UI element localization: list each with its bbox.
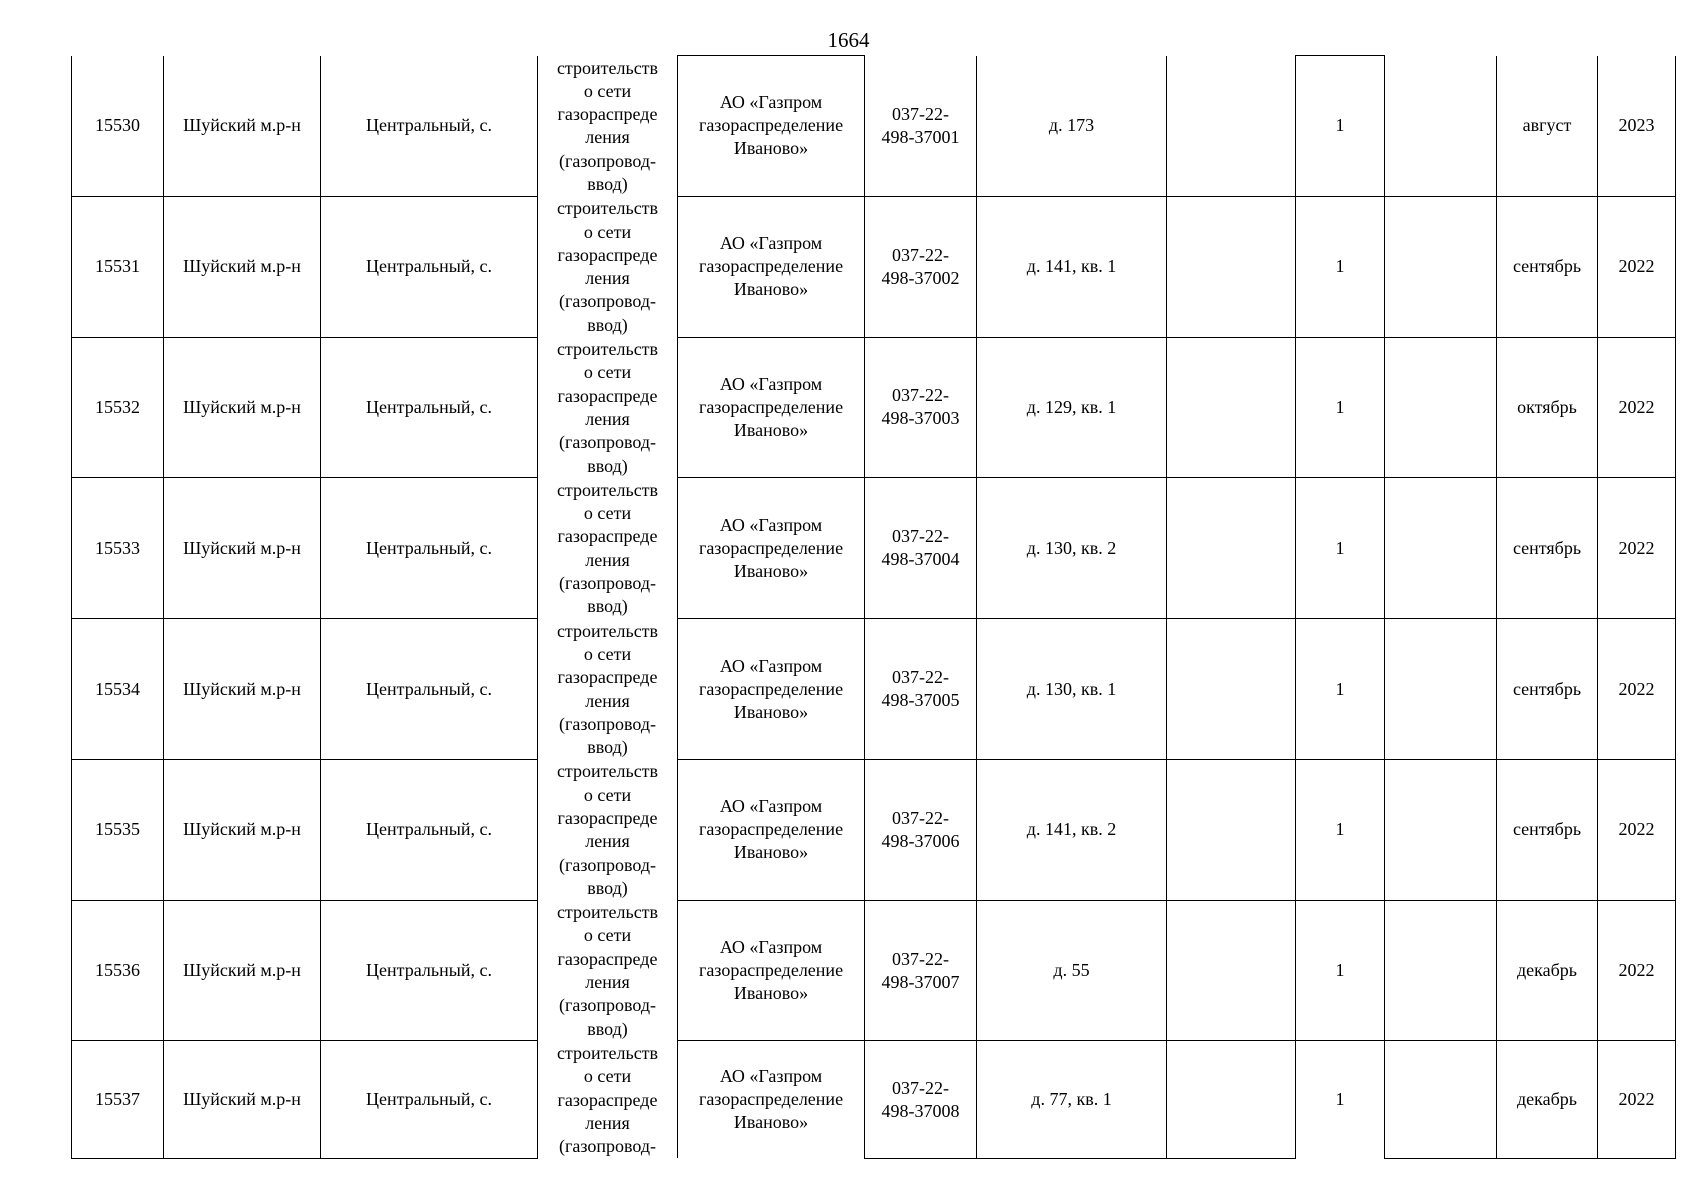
month-cell: декабрь (1497, 900, 1598, 1041)
registration-code-cell: 037-22- 498-37001 (865, 56, 977, 197)
address-cell: д. 141, кв. 1 (977, 196, 1167, 337)
work-type-line: строительств (556, 57, 659, 78)
empty-cell (1167, 196, 1296, 337)
work-type-line: газораспреде (557, 526, 658, 547)
district-cell: Шуйский м.р-н (164, 337, 321, 478)
registration-code-cell: 037-22- 498-37008 (865, 1041, 977, 1158)
organization-cell: АО «Газпром газораспределение Иваново» (678, 337, 865, 478)
district-cell: Шуйский м.р-н (164, 619, 321, 760)
row-number-cell: 15532 (72, 337, 164, 478)
district-cell: Шуйский м.р-н (164, 1041, 321, 1158)
row-number-cell: 15530 (72, 56, 164, 197)
empty-cell (1167, 337, 1296, 478)
work-type-line: ления (585, 831, 630, 852)
empty-cell (1167, 900, 1296, 1041)
work-type-line: (газопровод- (558, 995, 656, 1016)
work-type-line: ления (585, 268, 630, 289)
table-row (72, 900, 1676, 1041)
work-type-line: ления (585, 127, 630, 148)
quantity-cell: 1 (1296, 478, 1385, 619)
work-type-line: ввод) (587, 314, 628, 335)
work-type-line: (газопровод- (558, 854, 656, 875)
month-cell: сентябрь (1497, 759, 1598, 900)
empty-cell (1385, 1041, 1497, 1158)
registration-code-cell: 037-22- 498-37006 (865, 759, 977, 900)
work-type-line: газораспреде (557, 808, 658, 828)
work-type-line: о сети (583, 1066, 632, 1087)
organization-cell: АО «Газпром газораспределение Иваново» (678, 56, 865, 197)
quantity-cell: 1 (1296, 900, 1385, 1041)
registration-code-cell: 037-22- 498-37007 (865, 900, 977, 1041)
work-type-cell (538, 56, 678, 197)
organization-cell: АО «Газпром газораспределение Иваново» (678, 478, 865, 619)
work-type-cell (538, 900, 678, 1041)
work-type-line: о сети (583, 784, 632, 805)
district-cell: Шуйский м.р-н (164, 759, 321, 900)
address-cell: д. 130, кв. 2 (977, 478, 1167, 619)
year-cell: 2022 (1598, 196, 1676, 337)
work-type-line: строительств (556, 902, 659, 923)
organization-cell: АО «Газпром газораспределение Иваново» (678, 759, 865, 900)
work-type-cell (538, 1041, 678, 1158)
work-type-line: строительств (556, 761, 659, 782)
empty-cell (1385, 56, 1497, 197)
district-cell: Шуйский м.р-н (164, 900, 321, 1041)
work-type-line: ввод) (587, 455, 628, 476)
empty-cell (1385, 900, 1497, 1041)
address-cell: д. 173 (977, 56, 1167, 197)
work-type-cell (538, 196, 678, 337)
empty-cell (1385, 759, 1497, 900)
settlement-cell: Центральный, с. (321, 478, 538, 619)
work-type-line: ввод) (587, 596, 628, 617)
work-type-line: о сети (583, 362, 632, 383)
work-type-line: строительств (556, 1042, 659, 1063)
month-cell: сентябрь (1497, 478, 1598, 619)
organization-cell: АО «Газпром газораспределение Иваново» (678, 196, 865, 337)
row-number-cell: 15531 (72, 196, 164, 337)
settlement-cell: Центральный, с. (321, 196, 538, 337)
settlement-cell: Центральный, с. (321, 56, 538, 197)
quantity-cell: 1 (1296, 337, 1385, 478)
row-number-cell: 15535 (72, 759, 164, 900)
settlement-cell: Центральный, с. (321, 619, 538, 760)
empty-cell (1167, 1041, 1296, 1158)
table-row (72, 337, 1676, 478)
row-number-cell: 15536 (72, 900, 164, 1041)
settlement-cell: Центральный, с. (321, 1041, 538, 1158)
work-type-cell (538, 478, 678, 619)
year-cell: 2022 (1598, 478, 1676, 619)
empty-cell (1167, 478, 1296, 619)
table-body (72, 56, 1676, 1159)
month-cell: сентябрь (1497, 619, 1598, 760)
empty-cell (1385, 196, 1497, 337)
work-type-line: ввод) (587, 173, 628, 194)
address-cell: д. 55 (977, 900, 1167, 1041)
work-type-line: ления (585, 408, 630, 429)
settlement-cell: Центральный, с. (321, 900, 538, 1041)
registration-code-cell: 037-22- 498-37003 (865, 337, 977, 478)
quantity-cell: 1 (1296, 196, 1385, 337)
organization-cell: АО «Газпром газораспределение Иваново» (678, 1041, 865, 1158)
work-type-line: газораспреде (557, 1089, 658, 1110)
work-type-line: газораспреде (557, 385, 658, 406)
empty-cell (1385, 478, 1497, 619)
quantity-cell: 1 (1296, 619, 1385, 760)
work-type-line: газораспреде (557, 244, 658, 265)
month-cell: декабрь (1497, 1041, 1598, 1158)
empty-cell (1167, 56, 1296, 197)
work-type-cell (538, 759, 678, 900)
year-cell: 2022 (1598, 1041, 1676, 1158)
work-type-line: ления (585, 549, 630, 570)
empty-cell (1385, 619, 1497, 760)
month-cell: сентябрь (1497, 196, 1598, 337)
work-type-line: газораспреде (557, 104, 658, 125)
work-type-line: ввод) (587, 877, 628, 898)
year-cell: 2022 (1598, 900, 1676, 1041)
table-row (72, 759, 1676, 900)
empty-cell (1385, 337, 1497, 478)
organization-cell: АО «Газпром газораспределение Иваново» (678, 619, 865, 760)
month-cell: август (1497, 56, 1598, 197)
page-number: 1664 (827, 28, 870, 52)
table-row (72, 619, 1676, 760)
work-type-line: ввод) (587, 737, 628, 758)
registration-code-cell: 037-22- 498-37004 (865, 478, 977, 619)
table-row (72, 56, 1676, 197)
table-row (72, 478, 1676, 619)
work-type-line: ления (585, 1112, 630, 1133)
work-type-line: газораспреде (557, 948, 658, 969)
work-type-line: (газопровод- (558, 713, 656, 734)
month-cell: октябрь (1497, 337, 1598, 478)
work-type-line: ления (585, 972, 630, 993)
table-row (72, 1041, 1676, 1158)
quantity-cell: 1 (1296, 759, 1385, 900)
work-type-line: строительств (556, 339, 659, 360)
year-cell: 2022 (1598, 337, 1676, 478)
settlement-cell: Центральный, с. (321, 759, 538, 900)
empty-cell (1167, 759, 1296, 900)
work-type-line: ления (585, 690, 630, 711)
address-cell: д. 129, кв. 1 (977, 337, 1167, 478)
work-type-line: ввод) (587, 1018, 628, 1039)
empty-cell (1167, 619, 1296, 760)
settlement-cell: Центральный, с. (321, 337, 538, 478)
table-row (72, 196, 1676, 337)
work-type-cell (538, 619, 678, 760)
work-type-line: о сети (583, 925, 632, 946)
year-cell: 2022 (1598, 759, 1676, 900)
work-type-line: (газопровод- (558, 1136, 656, 1157)
registration-code-cell: 037-22- 498-37002 (865, 196, 977, 337)
work-type-line: о сети (583, 643, 632, 664)
year-cell: 2022 (1598, 619, 1676, 760)
work-type-line: (газопровод- (558, 432, 656, 453)
address-cell: д. 130, кв. 1 (977, 619, 1167, 760)
quantity-cell: 1 (1296, 56, 1385, 197)
work-type-line: (газопровод- (558, 150, 656, 171)
work-type-cell (538, 337, 678, 478)
address-cell: д. 77, кв. 1 (977, 1041, 1167, 1158)
quantity-cell: 1 (1296, 1041, 1385, 1158)
address-cell: д. 141, кв. 2 (977, 759, 1167, 900)
work-type-line: о сети (583, 221, 632, 242)
work-type-line: (газопровод- (558, 291, 656, 312)
year-cell: 2023 (1598, 56, 1676, 197)
work-type-line: о сети (583, 503, 632, 524)
row-number-cell: 15533 (72, 478, 164, 619)
work-type-line: строительств (556, 479, 659, 500)
district-cell: Шуйский м.р-н (164, 478, 321, 619)
register-table (71, 55, 1676, 1159)
district-cell: Шуйский м.р-н (164, 56, 321, 197)
row-number-cell: 15534 (72, 619, 164, 760)
row-number-cell: 15537 (72, 1041, 164, 1158)
work-type-line: строительств (556, 198, 659, 219)
district-cell: Шуйский м.р-н (164, 196, 321, 337)
work-type-line: (газопровод- (558, 573, 656, 594)
work-type-line: строительств (556, 620, 659, 641)
registration-code-cell: 037-22- 498-37005 (865, 619, 977, 760)
work-type-line: газораспреде (557, 667, 658, 688)
work-type-line: о сети (583, 80, 632, 101)
organization-cell: АО «Газпром газораспределение Иваново» (678, 900, 865, 1041)
